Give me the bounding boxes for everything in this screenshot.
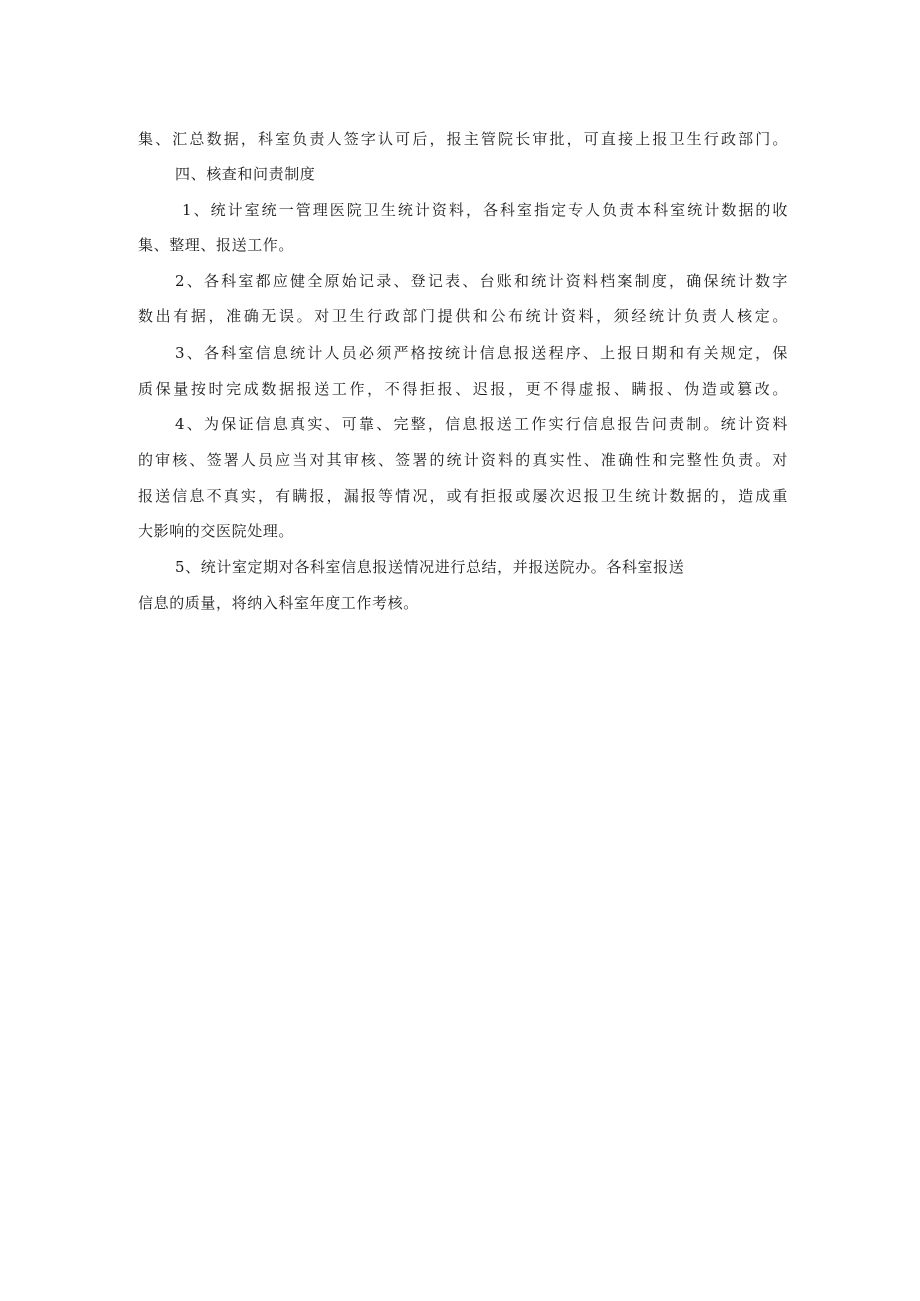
paragraph-1-line-1: 1、统计室统一管理医院卫生统计资料，各科室指定专人负责本科室统计数据的收 <box>182 201 788 219</box>
section-heading: 四、核查和问责制度 <box>175 165 316 183</box>
paragraph-1-line-2: 集、整理、报送工作。 <box>138 236 295 254</box>
paragraph-4-line-2: 的审核、签署人员应当对其审核、签署的统计资料的真实性、准确性和完整性负责。对 <box>138 451 788 469</box>
text-line-continuation: 集、汇总数据，科室负责人签字认可后，报主管院长审批，可直接上报卫生行政部门。 <box>138 130 788 148</box>
paragraph-4-line-3: 报送信息不真实，有瞒报，漏报等情况，或有拒报或屡次迟报卫生统计数据的，造成重 <box>138 487 788 505</box>
paragraph-2-line-2: 数出有据，准确无误。对卫生行政部门提供和公布统计资料，须经统计负责人核定。 <box>138 307 788 325</box>
paragraph-4-line-1: 4、为保证信息真实、可靠、完整，信息报送工作实行信息报告问责制。统计资料 <box>175 415 788 433</box>
paragraph-4-line-4: 大影响的交医院处理。 <box>138 522 295 540</box>
paragraph-5-line-1: 5、统计室定期对各科室信息报送情况进行总结，并报送院办。各科室报送 <box>175 558 685 576</box>
paragraph-3-line-1: 3、各科室信息统计人员必须严格按统计信息报送程序、上报日期和有关规定，保 <box>175 344 788 362</box>
paragraph-3-line-2: 质保量按时完成数据报送工作，不得拒报、迟报，更不得虚报、瞒报、伪造或篡改。 <box>138 380 788 398</box>
paragraph-5-line-2: 信息的质量，将纳入科室年度工作考核。 <box>138 594 419 612</box>
paragraph-2-line-1: 2、各科室都应健全原始记录、登记表、台账和统计资料档案制度，确保统计数字 <box>175 272 788 290</box>
